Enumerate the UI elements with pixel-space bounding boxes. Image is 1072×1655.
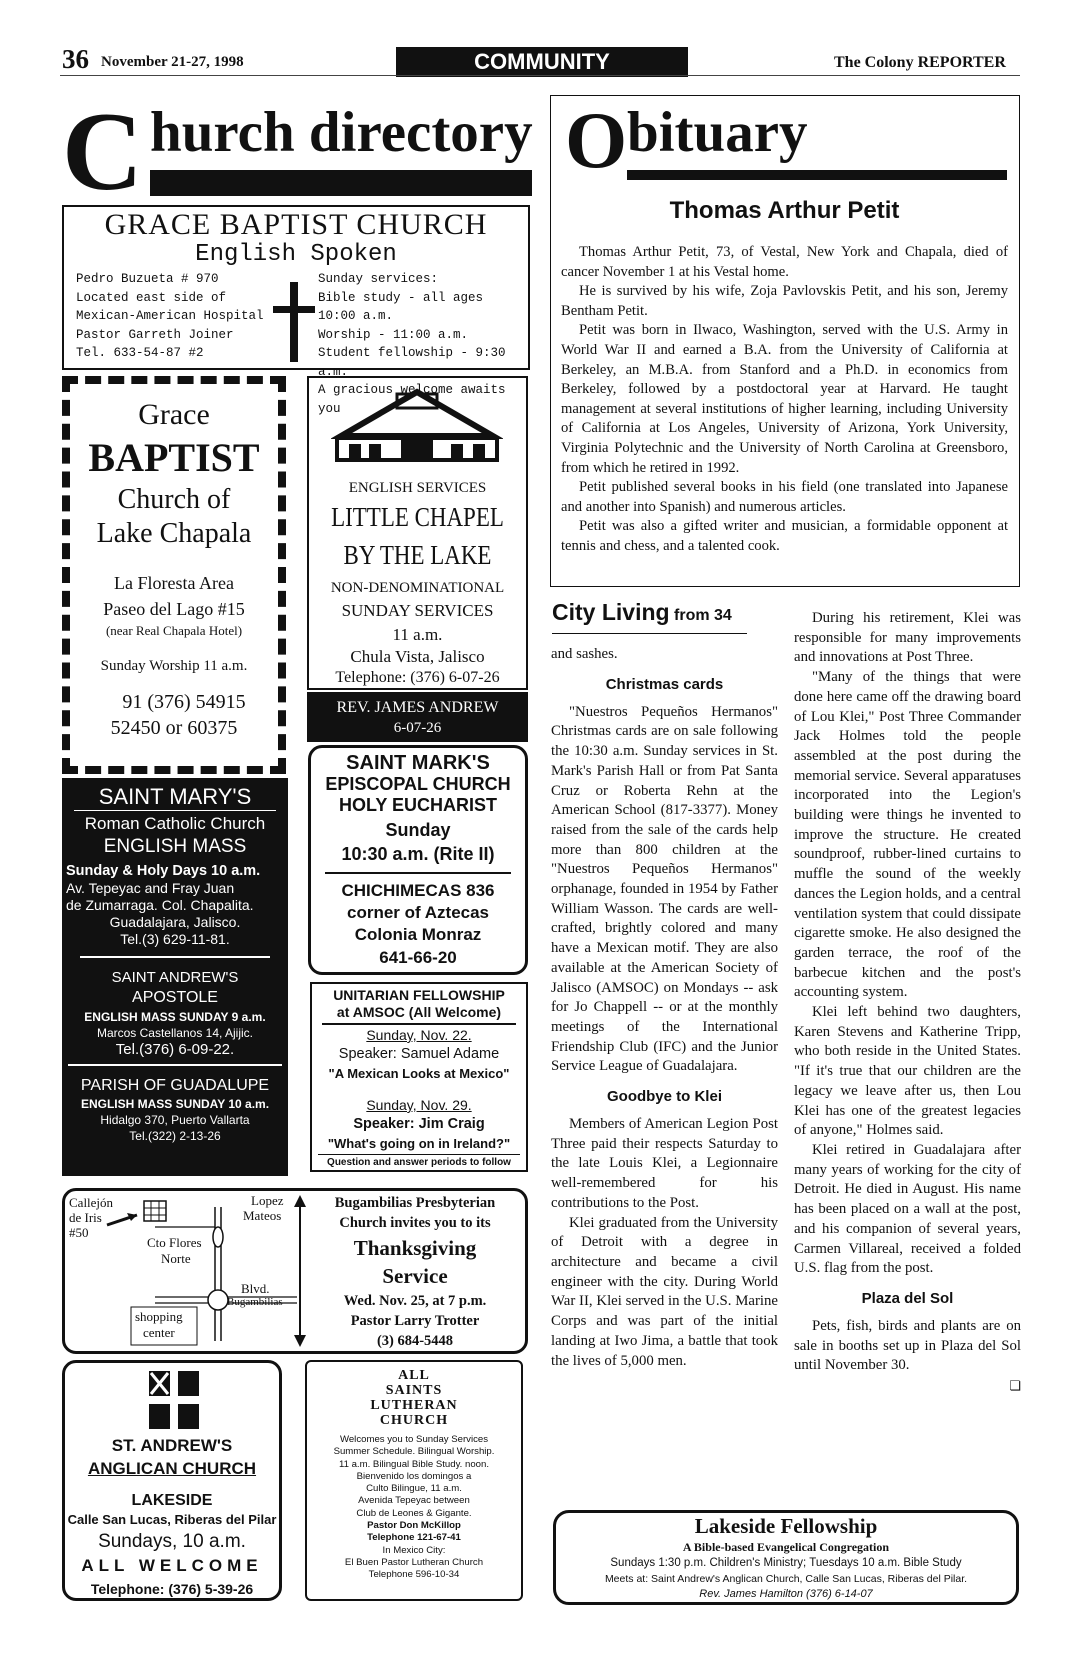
grace-right-line: A gracious welcome awaits you — [318, 383, 506, 416]
city-living-col1 — [551, 645, 778, 1371]
all-saints-line: Bienvenido los domingos a — [356, 1470, 472, 1482]
saint-andrew-name1: SAINT ANDREW'S — [111, 969, 239, 986]
st-andrew-place: LAKESIDE — [131, 1492, 213, 1509]
saint-mary-addr3: Guadalajara, Jalisco. — [109, 914, 241, 930]
grace-lake-line3: Church of — [117, 484, 231, 515]
obituary-box — [550, 95, 1020, 587]
obituary-paragraph: Thomas Arthur Petit, 73, of Vestal, New York and Chapala, died of cancer November 1 at his Vestal home. — [561, 244, 1008, 280]
grace-lake-address: Paseo del Lago #15 — [103, 599, 245, 619]
all-saints-line: Welcomes you to Sunday Services — [339, 1434, 489, 1445]
city-living-heading — [552, 599, 732, 626]
city-living-h1: Christmas cards — [605, 675, 724, 693]
grace-right-line: Sunday services: — [318, 272, 439, 286]
saint-mark-day: Sunday — [385, 820, 451, 840]
grace-baptist-name: GRACE BAPTIST CHURCH — [104, 208, 488, 241]
bugambilias-line1: Bugambilias Presbyterian — [334, 1195, 496, 1211]
map-callejon: Callejón — [69, 1195, 114, 1210]
grace-baptist-subtitle: English Spoken — [195, 241, 397, 268]
city-living-p5: "Many of the things that were done here came off the drawing board of Lou Klei," Post Three Commander Jack Holmes told the people assembled at the post during the memorial service. Several apparatuses incorporated into the Legion's building were things he invented to improve the structure. He created soundproof, rubber-lined curtains to muffle the sound of the weekly dances the Legion holds, and a central ventilation system that could dissipate cigarette smoke. He also designed the garden terrace, the roof of the barbecue kitchen and the post's accounting system. — [794, 669, 1021, 1001]
unitarian-note: Question and answer periods to follow — [327, 1157, 511, 1168]
city-living-h3: Plaza del Sol — [861, 1289, 954, 1307]
bugambilias-line5: Wed. Nov. 25, at 7 p.m. — [343, 1293, 487, 1309]
guadalupe-mass: ENGLISH MASS SUNDAY 10 a.m. — [80, 1097, 270, 1111]
city-living-p3: Klei graduated from the University of Detroit with a degree in architecture and became a civil engineer with the city. During World War II, Klei served in the U.S. Marine Corps and was part of the initial landing at Iwo Jima, a battle that took the lives of 5,000 men. — [551, 1214, 778, 1369]
grace-lake-phone2: 52450 or 60375 — [110, 717, 238, 739]
saint-mark-name3: HOLY EUCHARIST — [338, 795, 498, 815]
st-andrew-time: Sundays, 10 a.m. — [98, 1531, 246, 1552]
saint-mary-mass: ENGLISH MASS — [103, 836, 247, 857]
title-bar — [150, 170, 532, 196]
divider — [80, 956, 270, 958]
grace-left-line: Mexican-American Hospital — [76, 309, 264, 323]
unitarian-ad — [310, 982, 528, 1172]
grace-baptist-left — [76, 270, 264, 363]
little-chapel-rev: REV. JAMES ANDREW — [336, 699, 499, 716]
city-living-p1: "Nuestros Pequeños Hermanos" Christmas cards are on sale following the 10:30 a.m. Sunday services in St. Mark's Parish Hall or from Pat Santa Cruz or Roberta Rehn at the American School (817-3377). Money raised from the sale of the cards help more than 800 children at the "Nuestros Pequeños Hermanos" orphanage, founded in 1954 by Father William Wasson. The cards are well-crafted, brightly colored and many have a Mexican motif. They are also available at the American Society of Jalisco (AMSOC) on Mondays -- ask for Jo Chappell -- or at the monthly meetings of the International Friendship Club (IFC) and the Junior Service League of Guadalajara. — [551, 703, 778, 1075]
obituary-bar — [627, 170, 1007, 180]
saint-mary-name: SAINT MARY'S — [98, 784, 252, 809]
saint-andrew-mass: ENGLISH MASS SUNDAY 9 a.m. — [84, 1010, 266, 1024]
lakeside-sub: A Bible-based Evangelical Congregation — [682, 1540, 890, 1554]
saint-mark-ad — [308, 745, 528, 975]
divider — [68, 1064, 282, 1066]
all-saints-city-church: El Buen Pastor Lutheran Church — [344, 1556, 484, 1568]
cross-icon — [290, 282, 298, 362]
guadalupe-tel: Tel.(322) 2-13-26 — [129, 1129, 221, 1143]
city-living-lead: and sashes. — [551, 646, 618, 662]
bugambilias-ad — [62, 1188, 528, 1354]
grace-left-line: Located east side of — [76, 290, 227, 305]
city-living-col2 — [794, 609, 1021, 1396]
obituary-paragraph: Petit published several books in his field (one translated into Japanese and another into Spanish) and numerous articles. — [561, 479, 1008, 515]
obituary-body — [561, 243, 1008, 557]
all-saints-line: Culto Bilingue, 11 a.m. — [366, 1483, 462, 1495]
bugambilias-line3: Thanksgiving — [353, 1236, 477, 1260]
little-chapel-time: 11 a.m. — [392, 625, 443, 644]
city-living-p8: Pets, fish, birds and plants are on sale in booths set up in Plaza del Sol until November 30. — [794, 1317, 1021, 1374]
saint-mark-phone: 641-66-20 — [379, 948, 457, 967]
city-living-p4: During his retirement, Klei was responsible for many improvements and innovations at Post Three. — [794, 610, 1021, 666]
city-living-h2: Goodbye to Klei — [606, 1088, 722, 1106]
grace-lake-ad — [62, 376, 286, 774]
unitarian-date1: Sunday, Nov. 22. — [366, 1027, 472, 1043]
map-center: center — [143, 1325, 175, 1340]
saint-mark-name2: EPISCOPAL CHURCH — [325, 774, 511, 794]
saint-mary-tel: Tel.(3) 629-11-81. — [120, 931, 230, 947]
all-saints-city-label: In Mexico City: — [382, 1544, 446, 1556]
city-living-p6: Klei left behind two daughters, Karen Stevens and Katherine Tripp, who both reside in the United States. "If it's true that our children are the legacy we leave after us, then Lou Klei has one of the greatest legacies of anyone," Holmes said. — [794, 1004, 1021, 1139]
church-directory-title: hurch directory — [150, 101, 533, 164]
grace-lake-note: (near Real Chapala Hotel) — [105, 623, 243, 638]
unitarian-name1: UNITARIAN FELLOWSHIP — [333, 987, 505, 1003]
map-norte: Norte — [161, 1251, 191, 1266]
saint-andrew-addr: Marcos Castellanos 14, Ajijic. — [96, 1026, 254, 1040]
little-chapel-rev-phone: 6-07-26 — [393, 720, 442, 736]
all-saints-name4: CHURCH — [379, 1413, 449, 1428]
grace-right-line: Worship - 11:00 a.m. — [318, 327, 469, 342]
saint-andrew-tel: Tel.(376) 6-09-22. — [115, 1041, 235, 1058]
grace-lake-area: La Floresta Area — [114, 573, 234, 593]
map-blvd: Blvd. — [241, 1281, 270, 1296]
saint-andrew-name2: APOSTOLE — [132, 989, 218, 1006]
lakeside-line2: Meets at: Saint Andrew's Anglican Church, Calle San Lucas, Riberas del Pilar. — [604, 1573, 968, 1585]
obituary-paragraph: Petit was born in Ilwaco, Washington, served with the U.S. Army in World War II and earned a B.A. from the University of California at Berkeley, an M.B.A. from Stanford and a Ph.D. in economics from Berkeley, followed by a postdoctoral year at Harvard. He taught management at several institutions of higher learning, including University of California at Los Angeles, University of Arizona, York University, Virginia Polytechnic and the University of North Carolina at Greensboro, from which he retired in 1992. — [561, 322, 1008, 476]
little-chapel-name1: LITTLE CHAPEL — [331, 502, 504, 532]
unitarian-speaker2: Speaker: Jim Craig — [353, 1116, 485, 1132]
divider — [74, 810, 276, 811]
grace-lake-phone1: 91 (376) 54915 — [122, 691, 246, 713]
map-bugambilias: Bugambilias — [227, 1296, 283, 1308]
little-chapel-location: Chula Vista, Jalisco — [350, 647, 485, 666]
map-mateos: Mateos — [243, 1208, 282, 1223]
chapel-icon — [331, 388, 503, 464]
st-andrew-anglican-ad — [62, 1360, 282, 1601]
map-num: #50 — [69, 1225, 89, 1240]
obituary-paragraph: Petit was also a gifted writer and musician, a formidable opponent at tennis and chess, and a talented cook. — [561, 518, 1008, 554]
all-saints-name1: ALL — [398, 1368, 430, 1383]
divider — [552, 633, 747, 634]
unitarian-name2: at AMSOC (All Welcome) — [336, 1004, 502, 1020]
all-saints-line: 11 a.m. Bilingual Bible Study. noon. — [338, 1458, 490, 1470]
saint-mary-addr2: de Zumarraga. Col. Chapalita. — [66, 897, 254, 913]
st-andrew-welcome: ALL WELCOME — [81, 1556, 263, 1575]
saint-mark-addr3: Colonia Monraz — [354, 925, 482, 944]
unitarian-speaker1: Speaker: Samuel Adame — [338, 1046, 500, 1062]
little-chapel-services: ENGLISH SERVICES — [348, 480, 487, 496]
saint-mark-name1: SAINT MARK'S — [346, 752, 490, 774]
bugambilias-line4: Service — [382, 1264, 448, 1288]
obituary-title: bituary — [627, 101, 808, 164]
catholic-churches-ad — [62, 778, 288, 1176]
bugambilias-line7: (3) 684-5448 — [376, 1333, 454, 1349]
lakeside-line3: Rev. James Hamilton (376) 6-14-07 — [699, 1588, 873, 1600]
all-saints-name2: SAINTS — [385, 1383, 443, 1398]
all-saints-info — [307, 1434, 521, 1582]
city-living-title: City Living — [552, 599, 670, 625]
all-saints-city-phone: Telephone 596-10-34 — [368, 1569, 460, 1581]
saint-mary-days: Sunday & Holy Days 10 a.m. — [66, 863, 261, 879]
map-cto-flores: Cto Flores — [147, 1235, 202, 1250]
unitarian-topic2: "What's going on in Ireland?" — [327, 1136, 511, 1151]
all-saints-phone: Telephone 121-67-41 — [367, 1532, 461, 1544]
cross-icon-bar — [273, 306, 315, 313]
divider — [322, 1023, 516, 1025]
bugambilias-line2: Church invites you to its — [339, 1215, 491, 1231]
section-banner: COMMUNITY — [396, 47, 688, 77]
unitarian-topic1: "A Mexican Looks at Mexico" — [328, 1066, 510, 1081]
little-chapel-phone: Telephone: (376) 6-07-26 — [335, 669, 500, 686]
all-saints-ad — [305, 1360, 523, 1601]
st-andrew-name2: ANGLICAN CHURCH — [87, 1459, 257, 1478]
obituary-initial: O — [565, 97, 628, 185]
all-saints-name3: LUTHERAN — [370, 1398, 458, 1413]
all-saints-line: Summer Schedule. Bilingual Worship. — [333, 1446, 495, 1458]
little-chapel-rev-bar — [307, 692, 528, 742]
bugambilias-line6: Pastor Larry Trotter — [350, 1313, 480, 1329]
saint-mary-type: Roman Catholic Church — [84, 814, 266, 833]
grace-lake-line2: BAPTIST — [88, 435, 260, 480]
map-shopping: shopping — [135, 1309, 183, 1324]
city-living-p7: Klei retired in Guadalajara after many years of working for the city of Detroit. He died in August. His name has been placed on a wall at the post, and his companion of several years, Carmen Villareal, received a folded U.S. flag from the post. — [794, 1141, 1021, 1277]
little-chapel-name2: BY THE LAKE — [343, 540, 492, 570]
publication-name: The Colony REPORTER — [834, 54, 1006, 71]
divider — [325, 872, 511, 874]
grace-left-line: Pedro Buzueta # 970 — [76, 272, 219, 286]
grace-lake-line4: Lake Chapala — [96, 518, 252, 549]
lakeside-line1: Sundays 1:30 p.m. Children's Ministry; Tuesdays 10 a.m. Bible Study — [610, 1557, 962, 1569]
map-lopez: Lopez — [251, 1193, 284, 1208]
st-andrew-name1: ST. ANDREW'S — [111, 1436, 233, 1455]
all-saints-line: Avenida Tepeyac between — [358, 1495, 470, 1507]
all-saints-line: Club de Leones & Gigante. — [356, 1507, 472, 1519]
lakeside-title: Lakeside Fellowship — [694, 1514, 878, 1538]
map-de-iris: de Iris — [69, 1210, 102, 1225]
little-chapel-ad — [307, 376, 528, 690]
anglican-cross-icon — [147, 1369, 201, 1431]
saint-mark-time: 10:30 a.m. (Rite II) — [341, 844, 495, 864]
little-chapel-denom: NON-DENOMINATIONAL — [330, 580, 505, 596]
grace-lake-line1: Grace — [138, 398, 210, 431]
grace-baptist-ad — [62, 205, 530, 416]
unitarian-date2: Sunday, Nov. 29. — [366, 1097, 472, 1113]
guadalupe-name: PARISH OF GUADALUPE — [80, 1077, 270, 1094]
lakeside-fellowship-ad — [553, 1510, 1019, 1605]
end-mark: ❏ — [1009, 1378, 1021, 1394]
issue-date: November 21-27, 1998 — [101, 54, 244, 70]
grace-lake-worship: Sunday Worship 11 a.m. — [100, 658, 248, 674]
grace-right-line: Student fellowship - 9:30 a.m. — [318, 346, 506, 379]
grace-right-line: Bible study - all ages 10:00 a.m. — [318, 290, 484, 323]
city-living-from: from 34 — [674, 607, 732, 624]
saint-mary-addr1: Av. Tepeyac and Fray Juan — [66, 880, 235, 896]
obituary-name: Thomas Arthur Petit — [669, 197, 900, 224]
church-directory-initial: C — [62, 90, 143, 214]
saint-mark-addr1: CHICHIMECAS 836 — [341, 881, 495, 900]
page-number: 36 — [62, 44, 89, 74]
little-chapel-sunday: SUNDAY SERVICES — [341, 601, 494, 620]
all-saints-pastor: Pastor Don McKillop — [367, 1520, 461, 1532]
guadalupe-addr: Hidalgo 370, Puerto Vallarta — [100, 1113, 250, 1127]
saint-mark-addr2: corner of Aztecas — [346, 903, 490, 922]
st-andrew-addr: Calle San Lucas, Riberas del Pilar — [67, 1512, 277, 1527]
st-andrew-phone: Telephone: (376) 5-39-26 — [90, 1581, 254, 1597]
obituary-paragraph: He is survived by his wife, Zoja Pavlovskis Petit, and his son, Jeremy Bentham Petit. — [561, 283, 1008, 319]
grace-left-line: Tel. 633-54-87 #2 — [76, 346, 204, 360]
city-living-p2: Members of American Legion Post Three paid their respects Saturday to the late Louis Klei, a Legionnaire well-remembered for his contributions to the Post. — [551, 1116, 778, 1211]
header-rule — [60, 75, 1020, 76]
grace-left-line: Pastor Garreth Joiner — [76, 327, 234, 342]
